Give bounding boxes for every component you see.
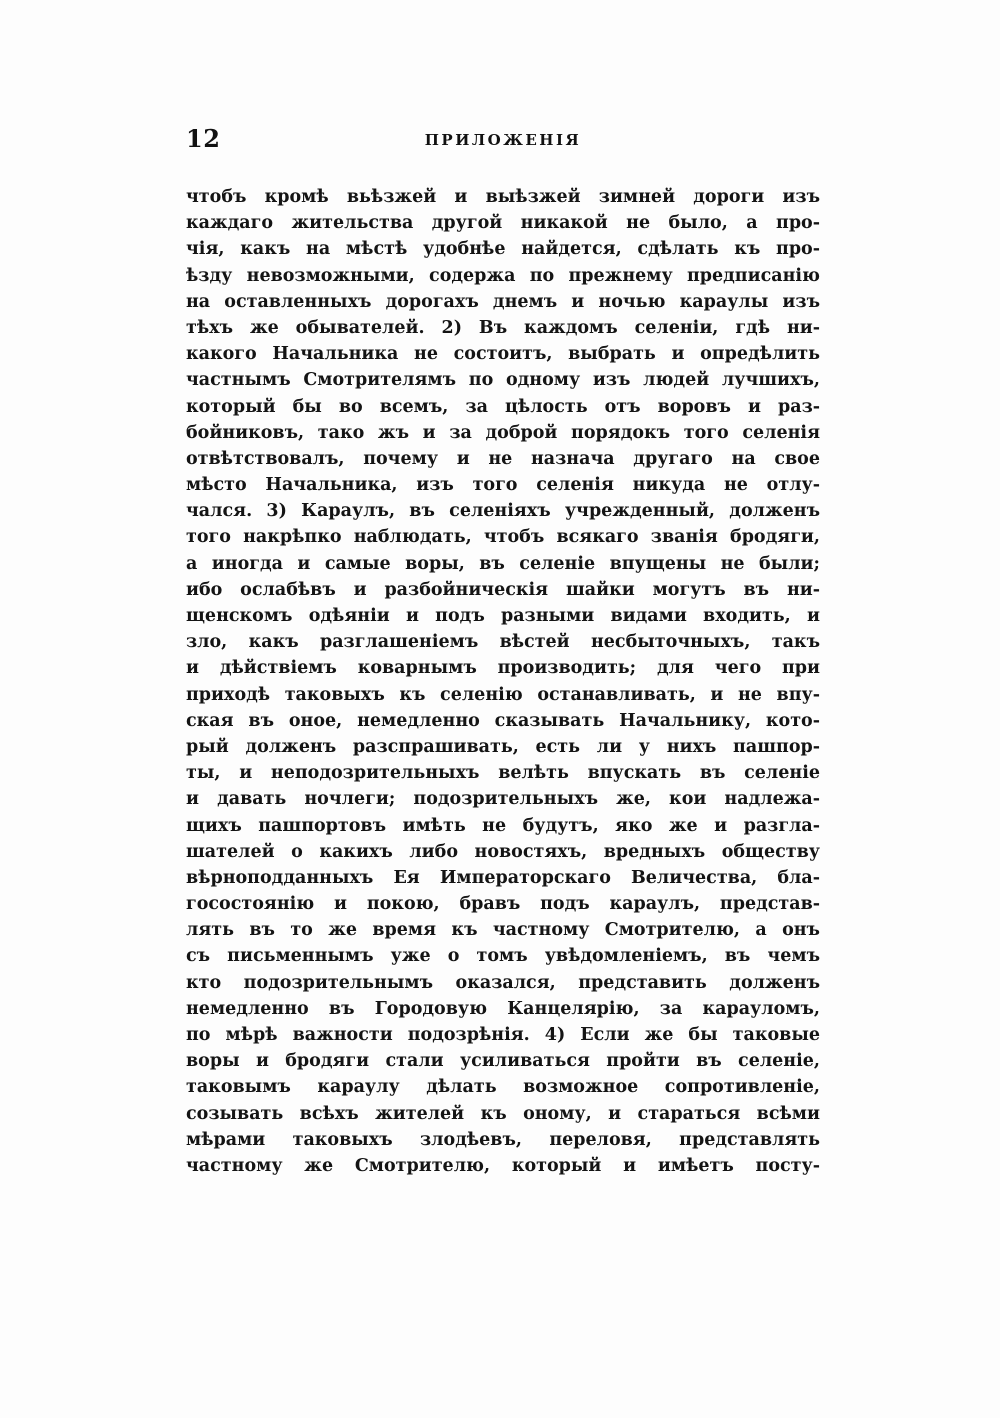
text-line: мѣрами таковыхъ злодѣевъ, переловя, представлять xyxy=(186,1129,820,1150)
text-line: созывать всѣхъ жителей къ оному, и стараться всѣми xyxy=(186,1103,820,1124)
text-line: вѣрноподданныхъ Ея Императорскаго Величества, бла- xyxy=(186,867,820,888)
running-title: ПРИЛОЖЕНІЯ xyxy=(424,131,582,149)
text-line: съ письменнымъ уже о томъ увѣдомленіемъ, въ чемъ xyxy=(186,946,820,967)
text-line: приходѣ таковыхъ къ селенію останавливать, и не впу- xyxy=(186,684,820,705)
text-line: мѣсто Начальника, изъ того селенія никуда не отлу- xyxy=(186,475,820,496)
text-line: немедленно въ Городовую Канцелярію, за карауломъ, xyxy=(186,998,820,1019)
text-line: рый долженъ разспрашивать, есть ли у нихъ пашпор- xyxy=(186,736,820,757)
text-line: и дѣйствіемъ коварнымъ производить; для чего при xyxy=(186,658,820,679)
text-line: бойниковъ, тако жъ и за доброй порядокъ того селенія xyxy=(186,422,820,443)
text-line: госостоянію и покою, бравъ подъ караулъ, представ- xyxy=(186,894,820,915)
text-line: таковымъ караулу дѣлать возможное сопротивленіе, xyxy=(186,1077,820,1098)
text-line: частнымъ Смотрителямъ по одному изъ людей лучшихъ, xyxy=(186,370,820,391)
text-line: а иногда и самые воры, въ селеніе впущены не были; xyxy=(186,553,820,574)
text-line: ибо ослабѣвъ и разбойническія шайки могутъ въ ни- xyxy=(186,579,820,600)
text-line: щенскомъ одѣяніи и подъ разными видами входить, и xyxy=(186,606,820,626)
text-line: тѣхъ же обывателей. 2) Въ каждомъ селеніи, гдѣ ни- xyxy=(186,317,820,338)
text-line: кто подозрительнымъ оказался, представить долженъ xyxy=(186,972,820,993)
page-header xyxy=(186,124,820,156)
text-line: по мѣрѣ важности подозрѣнія. 4) Если же бы таковые xyxy=(186,1025,820,1045)
text-line: шателей о какихъ либо новостяхъ, вредныхъ обществу xyxy=(186,841,820,862)
text-line: каждаго жительства другой никакой не было, а про- xyxy=(186,213,820,234)
text-line: который бы во всемъ, за цѣлость отъ воровъ и раз- xyxy=(186,396,820,417)
text-line: того накрѣпко наблюдать, чтобъ всякаго званія бродяги, xyxy=(186,527,820,548)
text-line: воры и бродяги стали усиливаться пройти въ селеніе, xyxy=(186,1051,820,1072)
text-line: щихъ пашпортовъ имѣть не будутъ, яко же и разгла- xyxy=(186,815,820,836)
body-text xyxy=(186,184,820,1179)
text-line: ская въ оное, немедленно сказывать Начальнику, кото- xyxy=(186,710,820,731)
text-line: частному же Смотрителю, который и имѣетъ посту- xyxy=(186,1155,820,1176)
text-line: отвѣтствовалъ, почему и не назнача другаго на свое xyxy=(186,448,820,469)
text-line: какого Начальника не состоитъ, выбрать и опредѣлить xyxy=(186,344,820,365)
text-line: чтобъ кромѣ вьѣзжей и выѣзжей зимней дороги изъ xyxy=(186,187,820,207)
text-line: ѣзду невозможными, содержа по прежнему предписанію xyxy=(186,265,820,286)
page-number: 12 xyxy=(186,124,221,153)
text-line: лять въ то же время къ частному Смотрителю, а онъ xyxy=(186,920,820,941)
text-line: и давать ночлеги; подозрительныхъ же, кои надлежа- xyxy=(186,789,820,810)
text-line: ты, и неподозрительныхъ велѣть впускать въ селеніе xyxy=(186,763,820,784)
text-line: чался. 3) Караулъ, въ селеніяхъ учрежденный, долженъ xyxy=(186,501,820,522)
text-line: зло, какъ разглашеніемъ вѣстей несбыточныхъ, такъ xyxy=(186,632,820,653)
text-line: на оставленныхъ дорогахъ днемъ и ночью караулы изъ xyxy=(186,291,820,312)
text-line: чія, какъ на мѣстѣ удобнѣе найдется, сдѣлать къ про- xyxy=(186,239,820,260)
